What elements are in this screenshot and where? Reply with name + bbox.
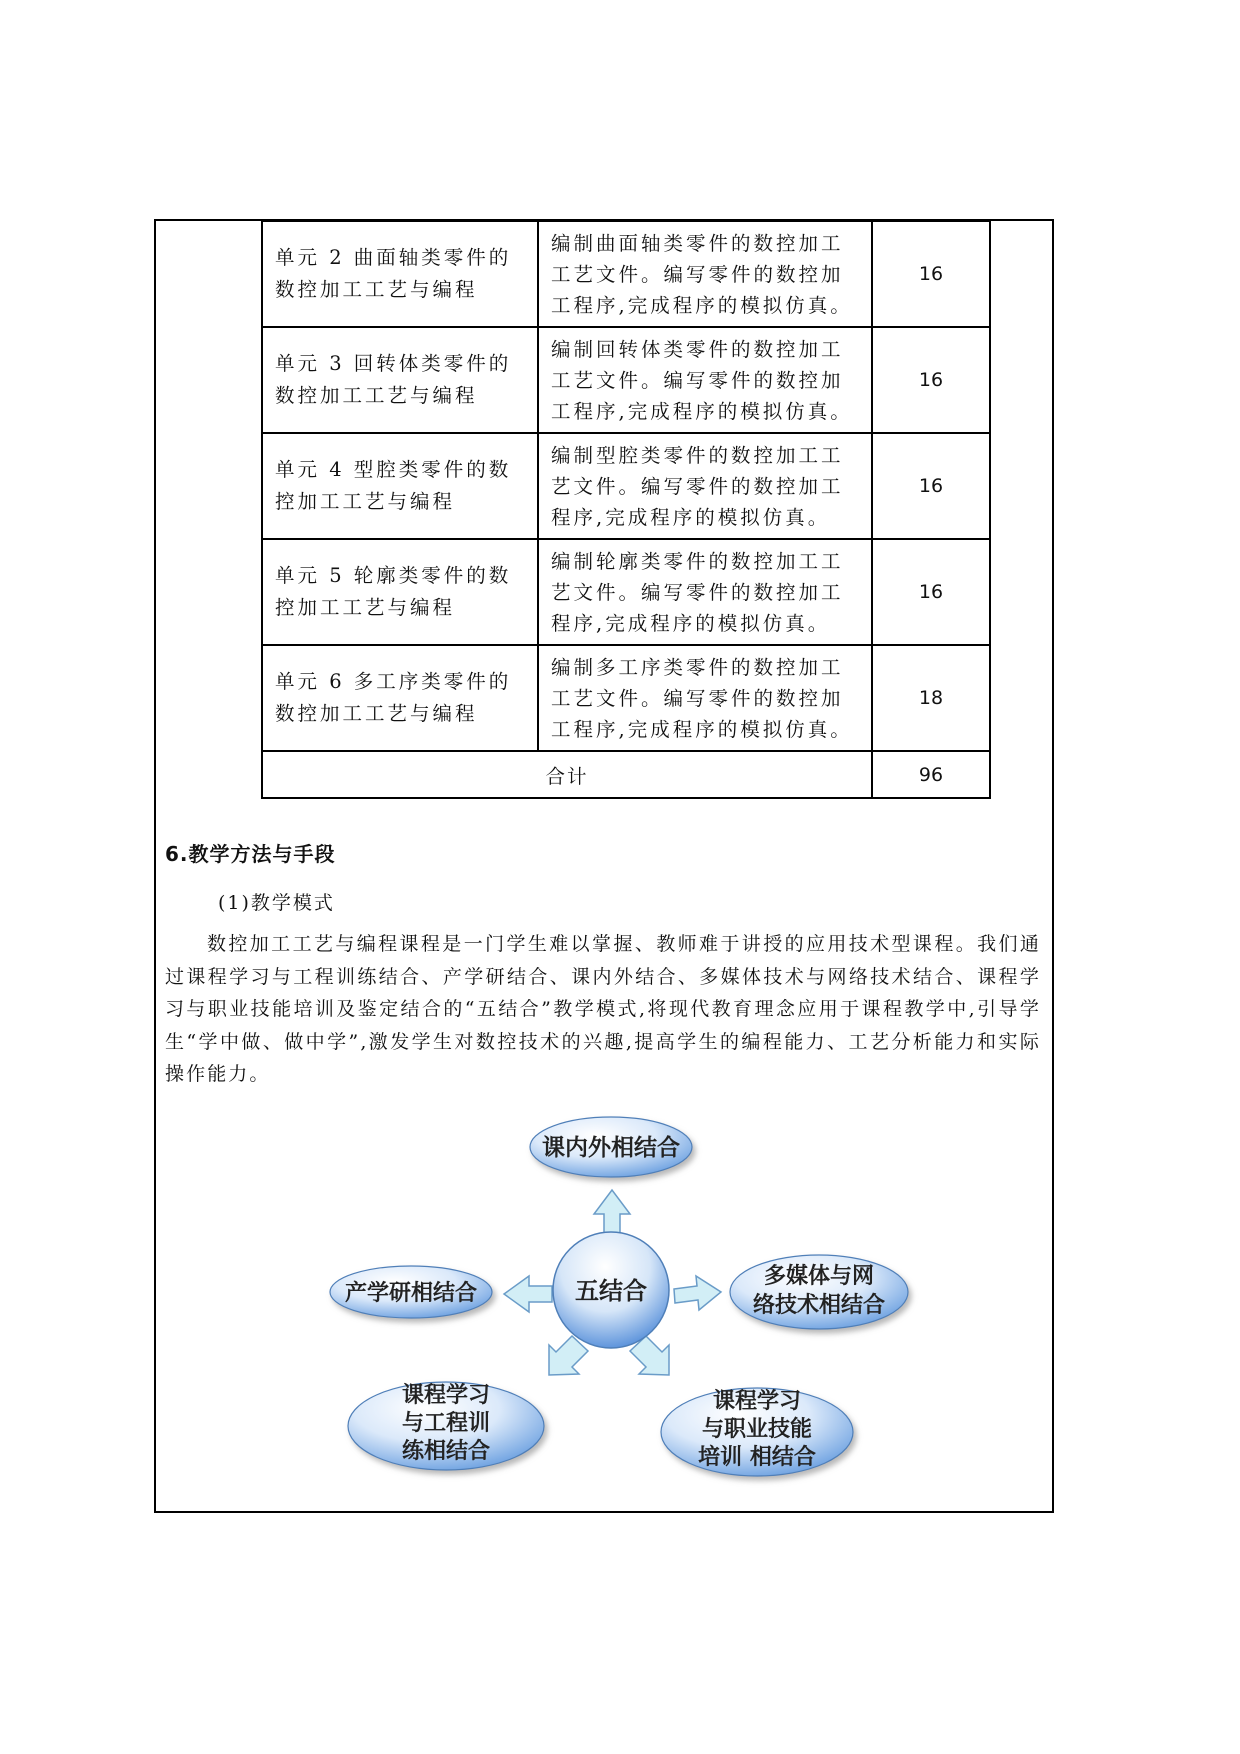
node-top-label: 课内外相结合: [542, 1135, 680, 1161]
unit-desc-cell: 编制型腔类零件的数控加工工艺文件。编写零件的数控加工程序,完成程序的模拟仿真。: [538, 433, 872, 539]
table-row: [262, 221, 990, 327]
section-heading: 6.教学方法与手段: [165, 842, 336, 866]
arrow-down-left: [549, 1336, 588, 1375]
table-total-row: [262, 751, 990, 798]
node-bottom-left-line3: 练相结合: [401, 1439, 491, 1464]
total-hours-cell: 96: [872, 751, 990, 798]
subsection-heading: (1)教学模式: [218, 892, 335, 914]
node-right-label-line2: 络技术相结合: [752, 1293, 886, 1318]
unit-desc-cell: 编制多工序类零件的数控加工工艺文件。编写零件的数控加工程序,完成程序的模拟仿真。: [538, 645, 872, 751]
center-node-label: 五结合: [575, 1277, 647, 1305]
unit-name-cell: 单元 4 型腔类零件的数控加工工艺与编程: [262, 433, 538, 539]
body-paragraph: 数控加工工艺与编程课程是一门学生难以掌握、教师难于讲授的应用技术型课程。我们通过课程学习与工程训练结合、产学研结合、课内外结合、多媒体技术与网络技术结合、课程学习与职业技能培训及鉴定结合的“五结合”教学模式,将现代教育理念应用于课程教学中,引导学生“学中做、做中学”,激发学生对数控技术的兴趣,提高学生的编程能力、工艺分析能力和实际操作能力。: [165, 933, 1041, 1085]
node-bottom-right-line2: 与职业技能: [701, 1417, 813, 1442]
five-combination-diagram: [300, 1110, 950, 1505]
node-right-label-line1: 多媒体与网: [763, 1264, 875, 1289]
arrow-left: [504, 1276, 552, 1312]
unit-name-cell: 单元 5 轮廓类零件的数控加工工艺与编程: [262, 539, 538, 645]
unit-desc-cell: 编制曲面轴类零件的数控加工工艺文件。编写零件的数控加工程序,完成程序的模拟仿真。: [538, 221, 872, 327]
node-left-label: 产学研相结合: [344, 1281, 478, 1306]
arrow-right: [674, 1276, 721, 1310]
node-bottom-left-line2: 与工程训: [401, 1411, 491, 1436]
unit-hours-cell: 16: [872, 539, 990, 645]
unit-hours-cell: 18: [872, 645, 990, 751]
unit-hours-cell: 16: [872, 221, 990, 327]
node-bottom-right-line3: 培训 相结合: [698, 1445, 816, 1470]
total-label-cell: 合计: [262, 751, 872, 798]
unit-name-cell: 单元 2 曲面轴类零件的数控加工工艺与编程: [262, 221, 538, 327]
node-bottom-left-line1: 课程学习: [401, 1383, 491, 1408]
table-row: [262, 327, 990, 433]
course-units-table: [261, 220, 991, 799]
table-row: [262, 645, 990, 751]
unit-name-cell: 单元 3 回转体类零件的数控加工工艺与编程: [262, 327, 538, 433]
unit-desc-cell: 编制回转体类零件的数控加工工艺文件。编写零件的数控加工程序,完成程序的模拟仿真。: [538, 327, 872, 433]
unit-name-cell: 单元 6 多工序类零件的数控加工工艺与编程: [262, 645, 538, 751]
node-bottom-right-line1: 课程学习: [712, 1389, 802, 1414]
unit-desc-cell: 编制轮廓类零件的数控加工工艺文件。编写零件的数控加工程序,完成程序的模拟仿真。: [538, 539, 872, 645]
table-row: [262, 433, 990, 539]
unit-hours-cell: 16: [872, 433, 990, 539]
center-node: [553, 1232, 669, 1348]
table-row: [262, 539, 990, 645]
unit-hours-cell: 16: [872, 327, 990, 433]
